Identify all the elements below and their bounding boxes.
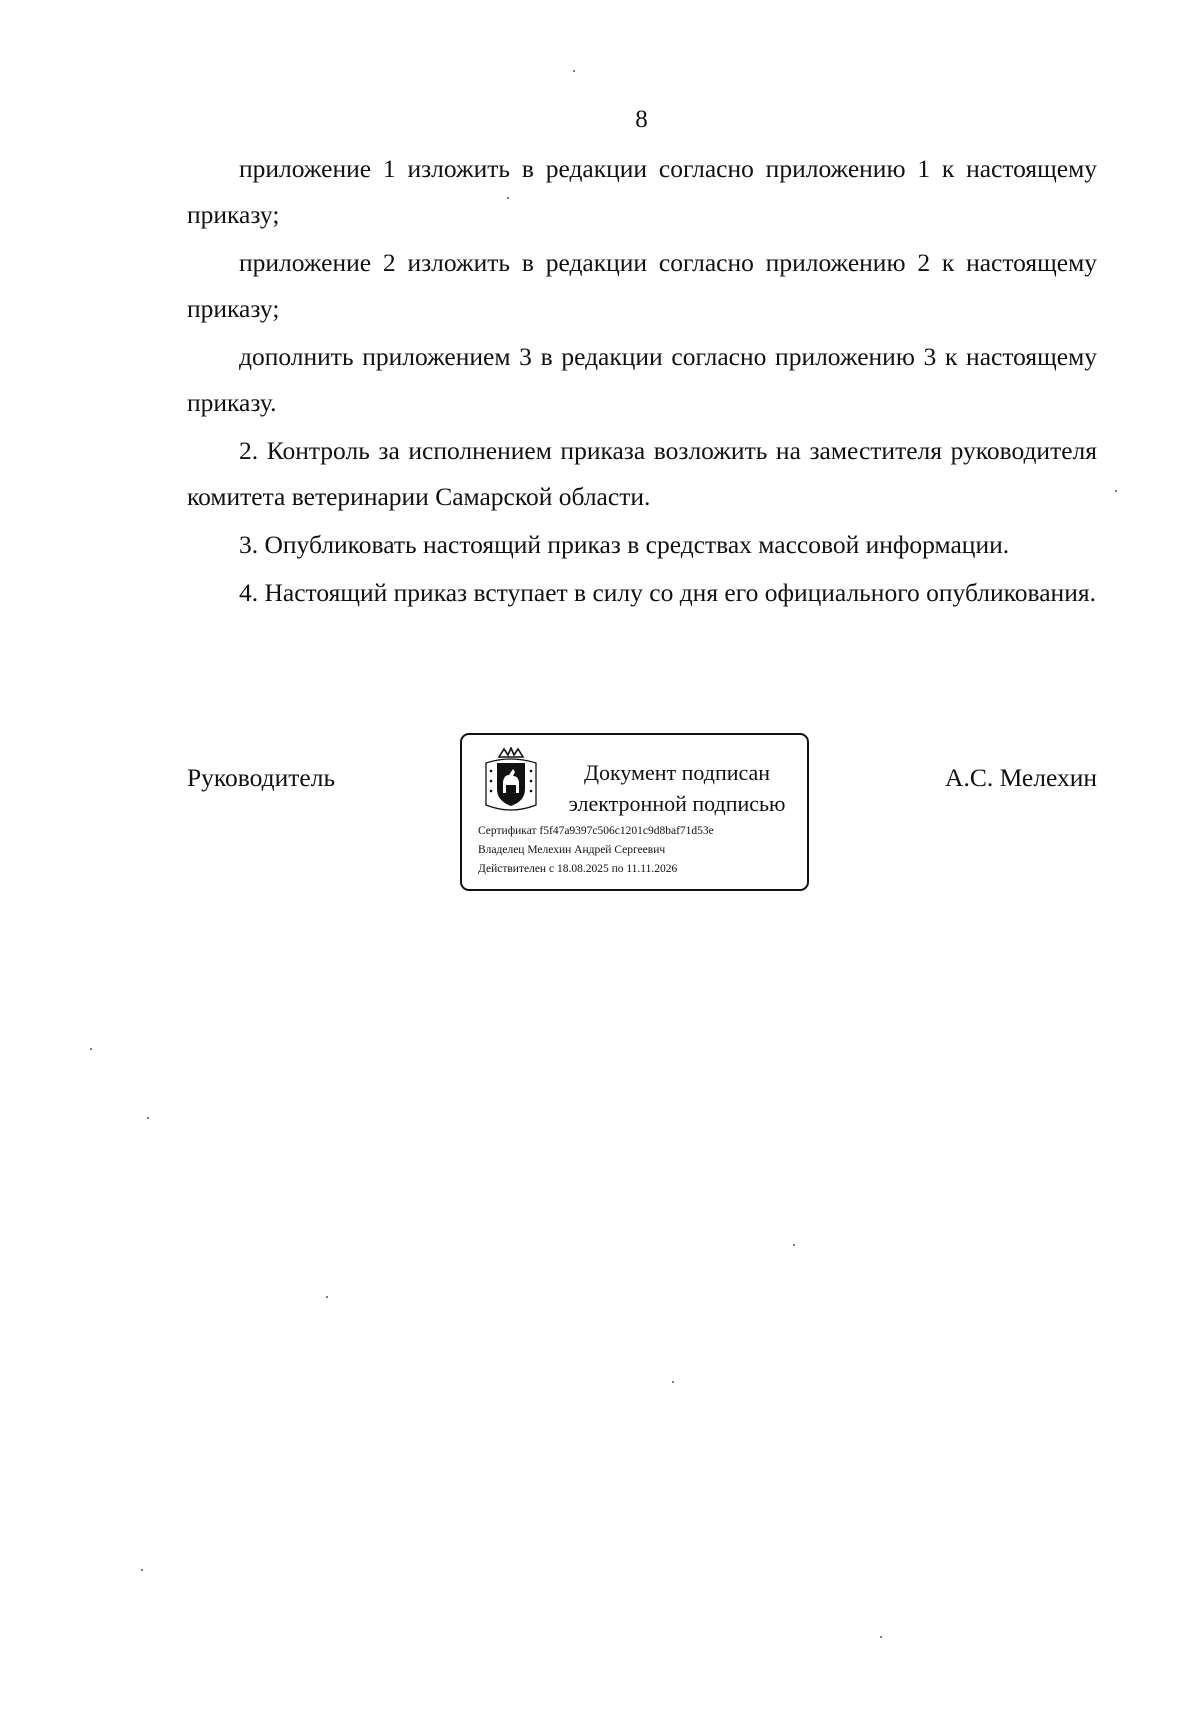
paragraph-appendix-1: приложение 1 изложить в редакции согласно приложению 1 к настоящему приказу; xyxy=(187,154,1097,229)
stamp-title-line-2: электронной подписью xyxy=(568,791,786,816)
scan-speck xyxy=(793,1244,795,1246)
scan-speck xyxy=(326,1296,328,1298)
scan-speck xyxy=(141,1569,143,1571)
signature-block xyxy=(187,733,1097,903)
scan-speck xyxy=(90,1048,92,1050)
signatory-name: А.С. Мелехин xyxy=(945,763,1097,792)
scan-speck xyxy=(507,197,509,199)
paragraph-item-3-publish: 3. Опубликовать настоящий приказ в средствах массовой информации. xyxy=(239,530,1010,559)
stamp-title-line-1: Документ подписан xyxy=(583,760,771,785)
scan-speck xyxy=(672,1381,674,1383)
paragraph-appendix-3: дополнить приложением 3 в редакции согласно приложению 3 к настоящему приказу. xyxy=(187,342,1097,417)
signatory-role: Руководитель xyxy=(187,763,336,792)
document-body xyxy=(187,146,1097,618)
paragraph-appendix-2: приложение 2 изложить в редакции согласно приложению 2 к настоящему приказу; xyxy=(187,248,1097,323)
stamp-owner: Владелец Мелехин Андрей Сергеевич xyxy=(478,844,666,856)
coat-of-arms-icon xyxy=(482,747,540,815)
scan-speck xyxy=(573,70,575,72)
scan-speck xyxy=(147,1117,149,1119)
scan-speck xyxy=(1115,490,1117,492)
stamp-validity: Действителен с 18.08.2025 по 11.11.2026 xyxy=(478,863,678,875)
stamp-certificate: Сертификат f5f47a9397c506c1201c9d8baf71d53e xyxy=(478,825,714,837)
page-number: 8 xyxy=(635,106,648,133)
paragraph-item-2-control: 2. Контроль за исполнением приказа возложить на заместителя руководителя комитета ветеринарии Самарской области. xyxy=(187,436,1097,511)
stamp-details xyxy=(478,822,714,879)
stamp-title xyxy=(557,757,797,819)
paragraph-item-4-effective: 4. Настоящий приказ вступает в силу со дня его официального опубликования. xyxy=(239,578,1096,607)
scan-speck xyxy=(880,1636,882,1638)
electronic-signature-stamp xyxy=(460,733,809,891)
